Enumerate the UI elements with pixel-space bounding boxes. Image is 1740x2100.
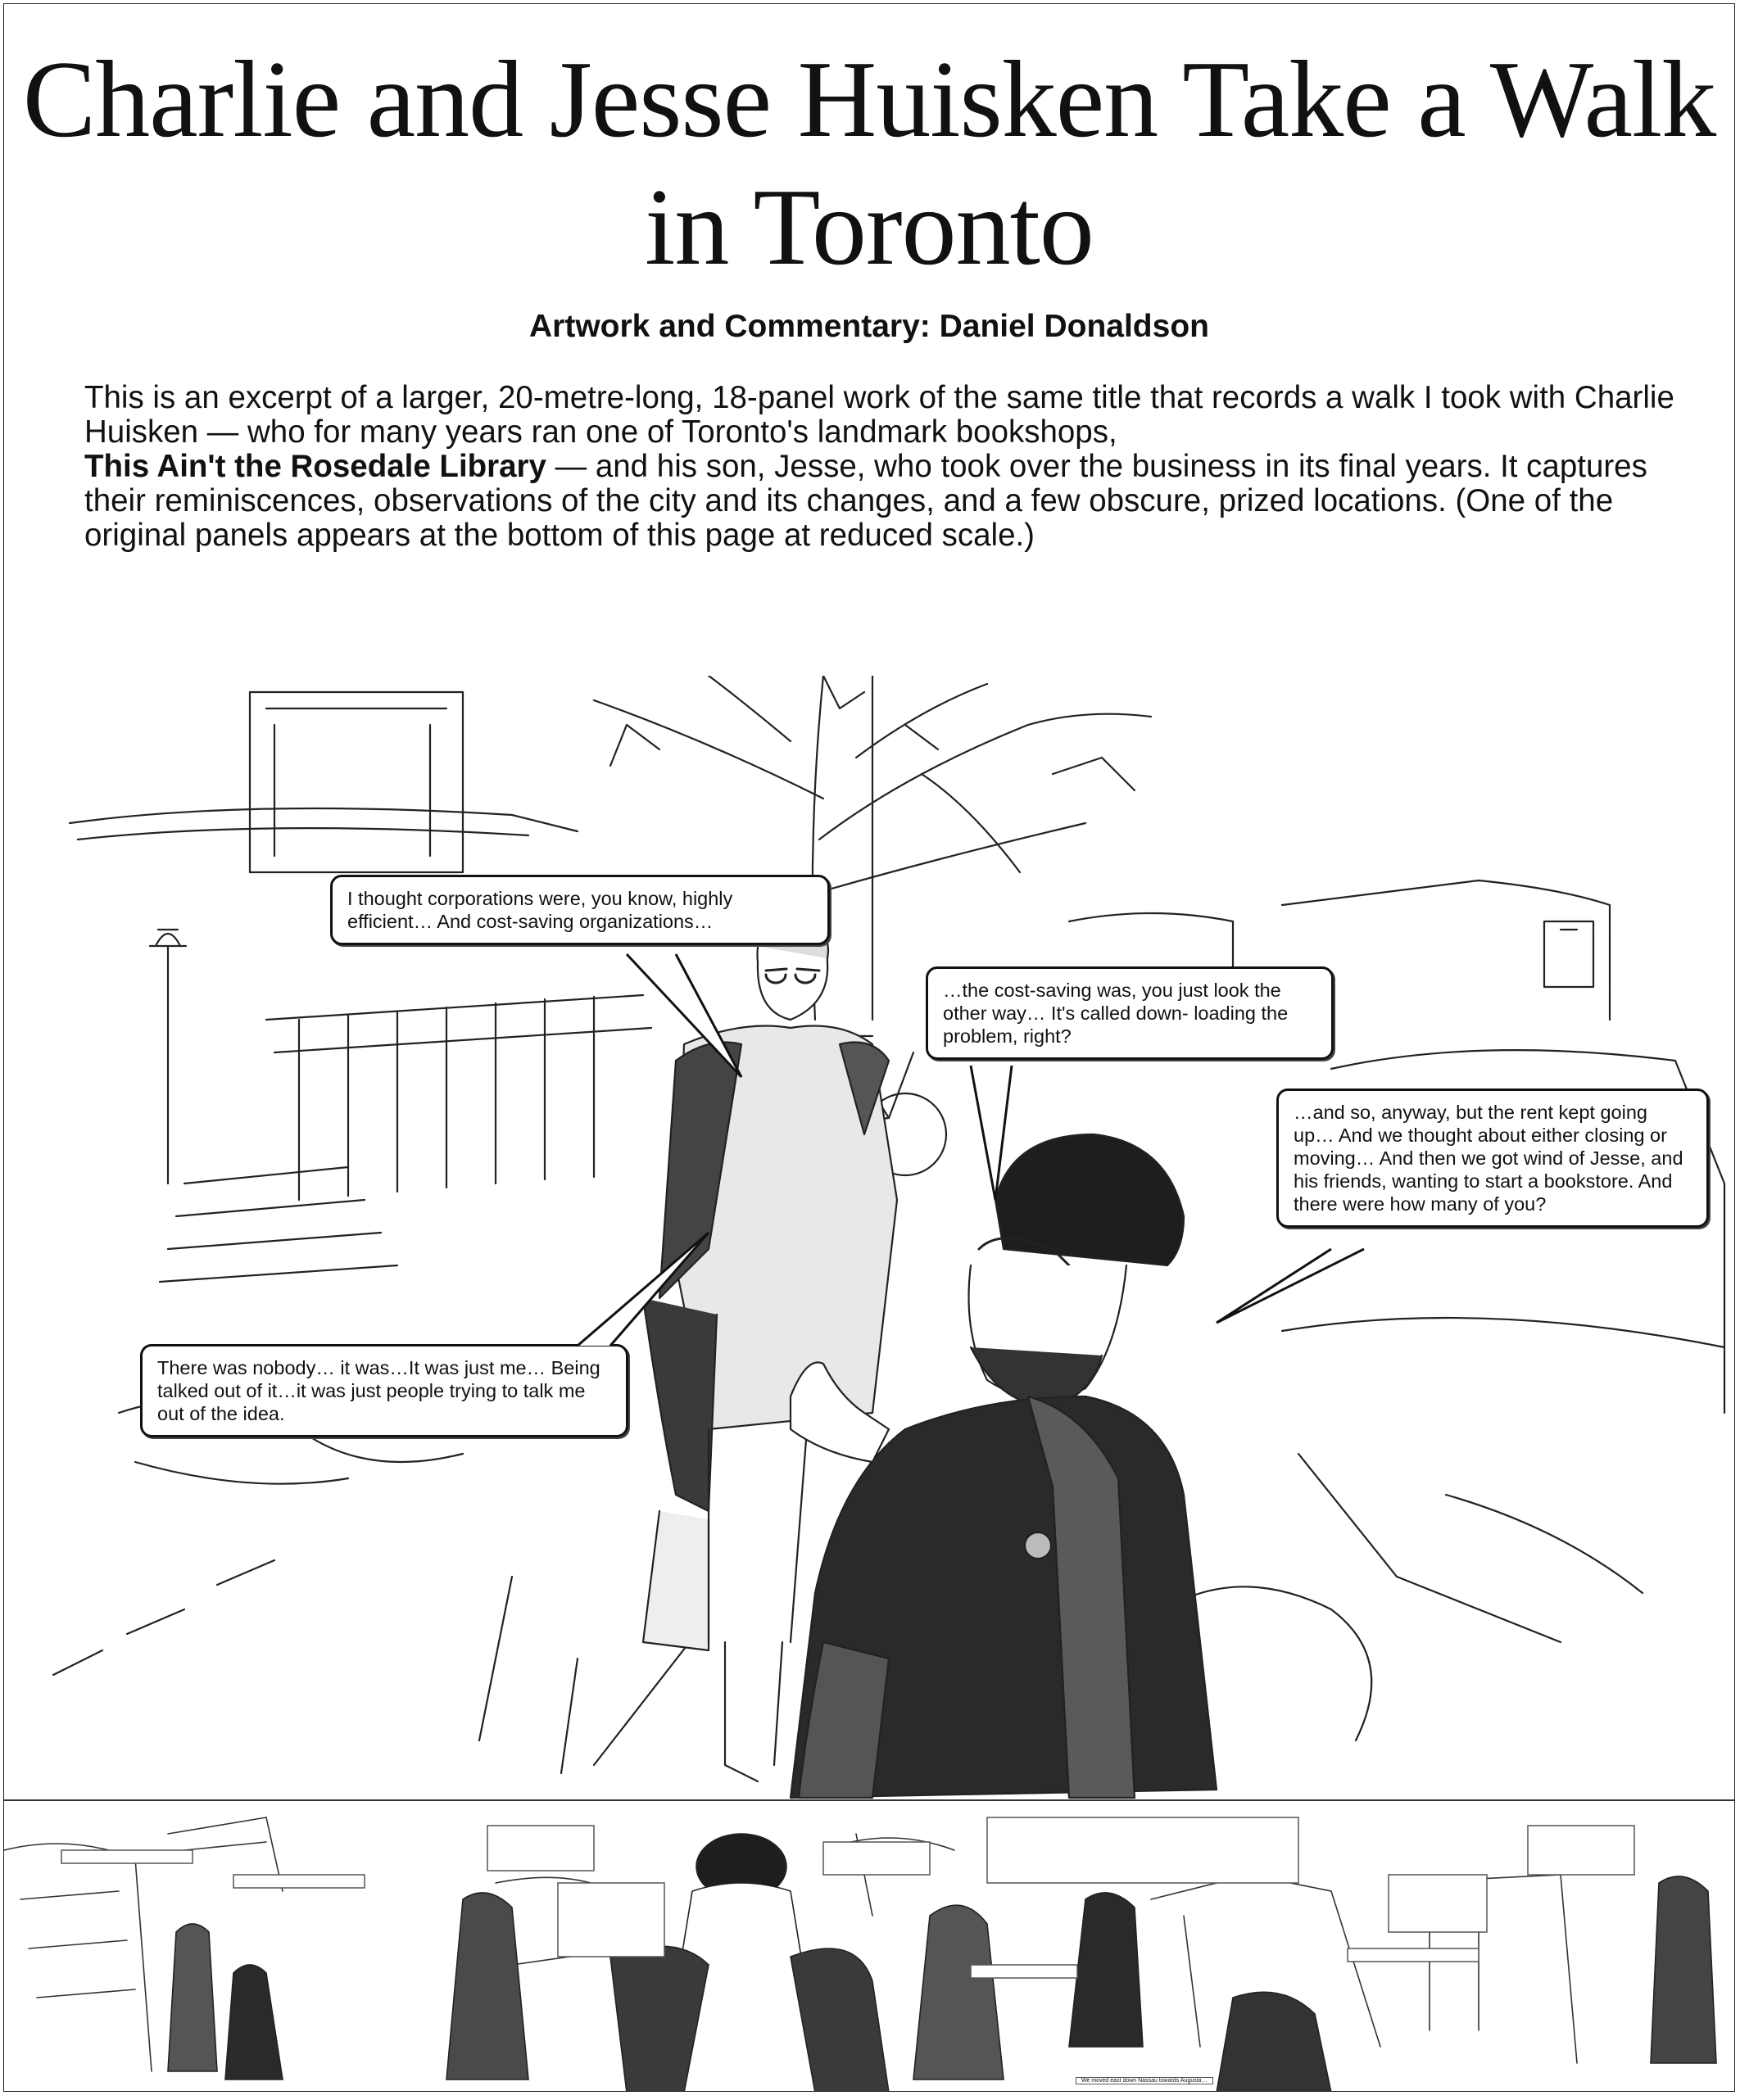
porch-roof <box>70 808 578 840</box>
speech-bubble-rent: …and so, anyway, but the rent kept going up… And we thought about either closing or moving… And then we got wind of Jesse, and his friends, wanting to start a bookstore. And there were how many of you? <box>1276 1088 1709 1228</box>
speech-bubble-cost-saving: …the cost-saving was, you just look the other way… It's called down- loading the problem, right? <box>926 966 1334 1060</box>
original-panel-strip <box>4 1799 1735 2092</box>
speech-bubble-nobody: There was nobody… it was…It was just me… Being talked out of it…it was just people trying to talk me out of the idea. <box>140 1344 628 1437</box>
strip-caption: We moved east down Nassau towards Augusta… <box>1076 2077 1213 2084</box>
intro-paragraph <box>84 381 1690 553</box>
store-name: This Ain't the Rosedale Library <box>84 449 546 484</box>
page-title: Charlie and Jesse Huisken Take a Walk in Toronto <box>22 38 1716 287</box>
street-lamp <box>150 930 186 1184</box>
left-building <box>250 692 463 872</box>
intro-text-2: — and his son, Jesse, who took over the business in its final years. It captures their reminiscences, observations of the city and its changes, and a few obscure, prized locations. (One of the original panels appears at the bottom of this page at reduced scale.) <box>84 449 1647 553</box>
article-page <box>3 3 1735 2092</box>
main-illustration <box>4 676 1735 1799</box>
steps <box>160 1167 397 1282</box>
strip-figures <box>168 1834 1716 2092</box>
byline: Artwork and Commentary: Daniel Donaldson <box>529 309 1209 344</box>
intro-text-1: This is an excerpt of a larger, 20-metre-long, 18-panel work of the same title that records a walk I took with Charlie Huisken — who for many years ran one of Toronto's landmark bookshops, <box>84 380 1674 450</box>
speech-bubble-corporations: I thought corporations were, you know, highly efficient… And cost-saving organizations… <box>330 875 830 945</box>
sidewalk <box>53 1560 709 1773</box>
